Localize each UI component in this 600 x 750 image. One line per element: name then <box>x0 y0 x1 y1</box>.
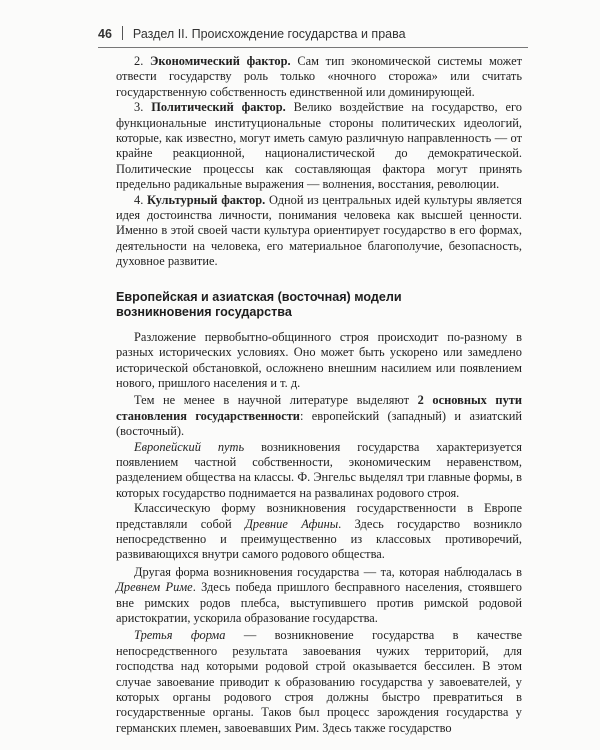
factor-title: Культурный фактор. <box>146 192 266 207</box>
bold-term: 2 основных пути становления государственности <box>116 393 522 423</box>
header-rule <box>98 47 528 48</box>
paragraph-text <box>116 565 522 627</box>
paragraph-text <box>116 501 522 563</box>
text-run: Тем не менее в научной литературе выделяют <box>134 393 409 408</box>
italic-term: Третья форма <box>134 628 226 643</box>
page-body <box>116 54 522 736</box>
item-number: 4. <box>134 192 144 207</box>
section-heading <box>116 290 522 320</box>
paragraph-political-factor <box>116 100 522 192</box>
italic-term: Европейский путь <box>134 439 245 454</box>
factor-text: Велико воздействие на государство, его функциональные институциональные стороны политических идеологий, которые, как известно, могут иметь самую различную направленность — от крайне реакционной, националистической до демократической. Политические процессы как составляющая фактора могут принять предельно радикальные выражения — волнения, восстания, революции. <box>116 100 522 192</box>
text-run: — возникновение государства в качестве непосредственного результата завоевания чужих территорий, для господства над которыми родовой строй оказывается бессилен. В этом случае завоевание приводит к образованию государства у завоевателей, у которых органы родового строя должны быстро превратиться в государственные органы. Таков был процесс зарождения государства у германских племен, завоевавших Рим. Здесь также государство <box>116 628 522 735</box>
page-number: 46 <box>98 27 112 41</box>
item-number: 3. <box>134 100 144 115</box>
running-header <box>98 26 528 46</box>
text-run: . Здесь государство возникло непосредственно и преимущественно из классовых противоречий, развивающихся внутри самого родового общества. <box>116 516 522 562</box>
italic-term: Древние Афины <box>245 516 339 531</box>
paragraph-text: Разложение первобытно-общинного строя происходит по-разному в разных исторических условиях. Оно может быть ускорено или замедлено исторической обстановкой, осложнено внешним насилием или появлением нового, пришлого населения и т. д. <box>116 329 522 390</box>
italic-term: Древнем Риме <box>116 580 193 595</box>
factor-title: Политический фактор. <box>151 100 286 115</box>
paragraph-cultural-factor <box>116 193 522 270</box>
paragraph-economic-factor <box>116 54 522 100</box>
factor-text: Сам тип экономической системы может отвести государству роль только «ночного сторожа» или считать государственную собственность единственной или доминирующей. <box>116 54 522 99</box>
paragraph-text <box>116 628 522 736</box>
section-heading-line: возникновения государства <box>116 304 292 319</box>
paragraph-text <box>116 440 522 502</box>
section-heading-line: Европейская и азиатская (восточная) модели <box>116 289 402 304</box>
factor-title: Экономический фактор. <box>150 54 291 68</box>
text-run: : европейский (западный) и азиатский (восточный). <box>116 408 522 439</box>
text-run: Другая форма возникновения государства — та, которая наблюдалась в <box>134 564 522 579</box>
text-run: Классическую форму возникновения государственности в Европе представляли собой <box>116 501 522 531</box>
item-number: 2. <box>134 54 144 68</box>
paragraph-text <box>116 393 522 439</box>
factor-text: Одной из центральных идей культуры является идея достоинства личности, понимания человека как высшей ценности. Именно в этой своей части культура ориентирует государство в его формах, деятельности на человека, его материальное благополучие, безопасность, духовное развитие. <box>116 192 522 269</box>
text-run: . Здесь победа пришлого бесправного населения, стоявшего вне римских родов плебса, выступившего против римской родовой аристократии, ускорила образование государства. <box>116 580 522 625</box>
section-title: Раздел II. Происхождение государства и права <box>132 27 406 41</box>
text-run: возникновения государства характеризуется появлением частной собственности, экономическим неравенством, разделением общества на классы. Ф. Энгельс выделял три главные формы, в которых государство поднимается на развалинах родового строя. <box>116 439 522 500</box>
header-divider <box>122 26 123 40</box>
